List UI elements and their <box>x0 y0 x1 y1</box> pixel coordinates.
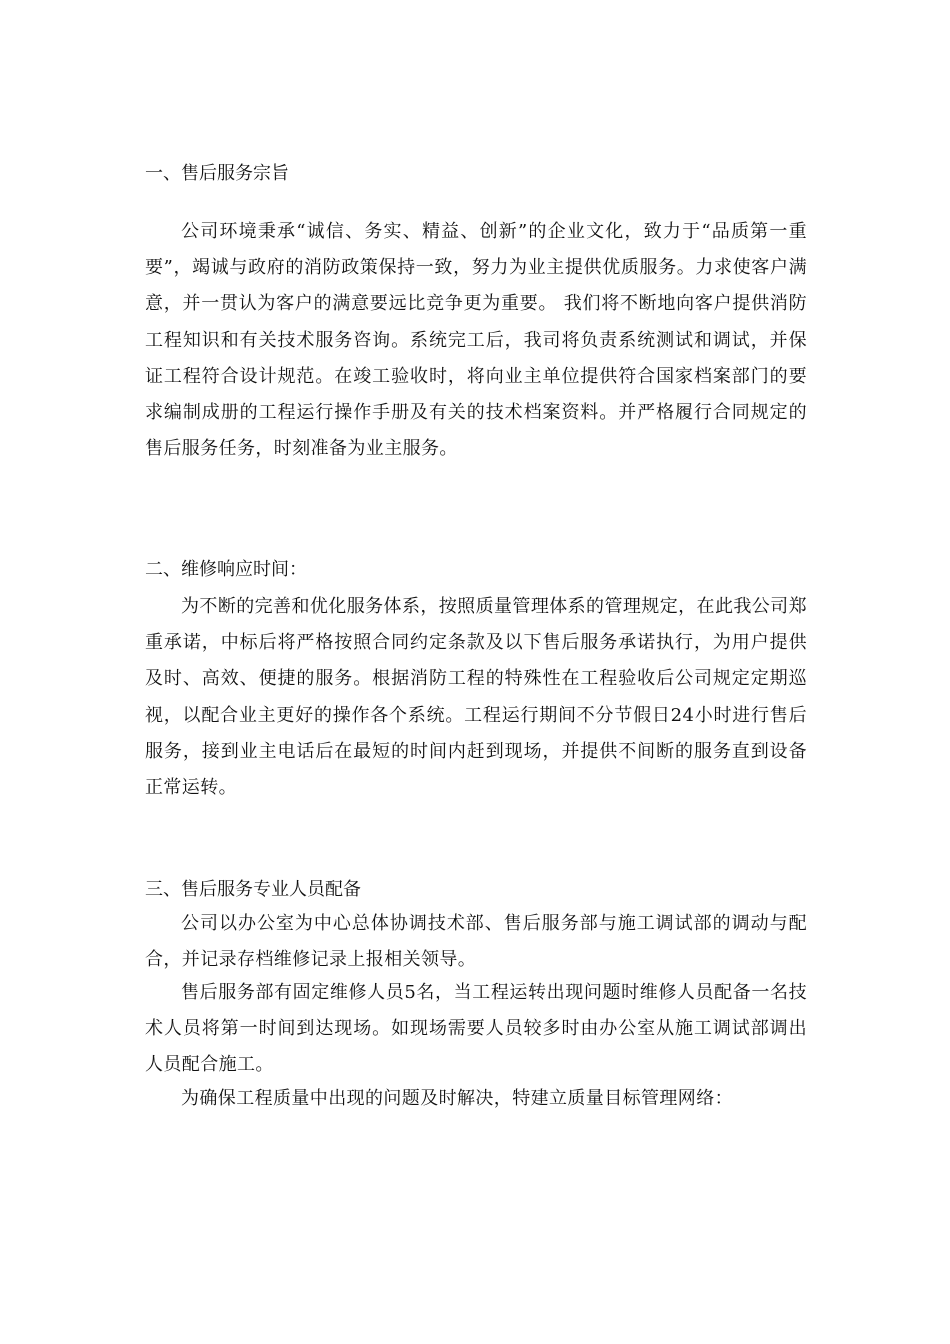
section-3-paragraph-2: 售后服务部有固定维修人员5名，当工程运转出现问题时维修人员配备一名技术人员将第一时间到达现场。如现场需要人员较多时由办公室从施工调试部调出人员配合施工。 <box>145 982 807 1076</box>
section-1-heading: 一、售后服务宗旨 <box>145 163 289 184</box>
section-2-heading: 二、维修响应时间： <box>145 559 307 580</box>
section-2-paragraph: 为不断的完善和优化服务体系，按照质量管理体系的管理规定，在此我公司郑重承诺，中标后将严格按照合同约定条款及以下售后服务承诺执行，为用户提供及时、高效、便捷的服务。根据消防工程的特殊性在工程验收后公司规定定期巡视，以配合业主更好的操作各个系统。工程运行期间不分节假日24小时进行售后服务，接到业主电话后在最短的时间内赶到现场，并提供不间断的服务直到设备正常运转。 <box>145 596 807 799</box>
section-1-paragraph: 公司环境秉承“诚信、务实、精益、创新”的企业文化，致力于“品质第一重要”，竭诚与政府的消防政策保持一致，努力为业主提供优质服务。力求使客户满意，并一贯认为客户的满意要远比竞争更为重要。 我们将不断地向客户提供消防工程知识和有关技术服务咨询。系统完工后，我司将负责系统测试和调试，并保证工程符合设计规范。在竣工验收时，将向业主单位提供符合国家档案部门的要求编制成册的工程运行操作手册及有关的技术档案资料。并严格履行合同规定的售后服务任务，时刻准备为业主服务。 <box>145 221 807 460</box>
section-3-heading: 三、售后服务专业人员配备 <box>145 879 361 900</box>
section-3-paragraph-3: 为确保工程质量中出现的问题及时解决，特建立质量目标管理网络： <box>181 1088 733 1109</box>
section-3-paragraph-1: 公司以办公室为中心总体协调技术部、售后服务部与施工调试部的调动与配合，并记录存档维修记录上报相关领导。 <box>145 913 807 971</box>
